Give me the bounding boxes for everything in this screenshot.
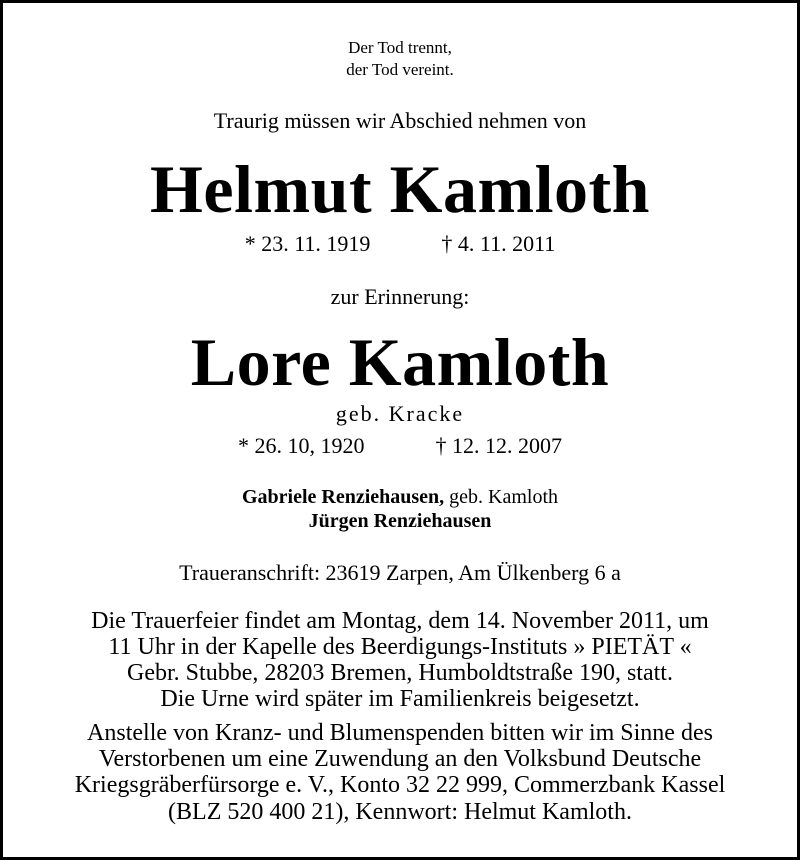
ceremony-line-3: Gebr. Stubbe, 28203 Bremen, Humboldtstraße 190, statt. (127, 660, 673, 686)
mourner-name-bold: Jürgen Renziehausen (308, 510, 492, 532)
mourner-line-2 (3, 511, 797, 531)
mourner-name-bold: Gabriele Renziehausen, (241, 486, 445, 508)
donation-line-3: Kriegsgräberfürsorge e. V., Konto 32 22 999, Commerzbank Kassel (74, 772, 726, 798)
deceased-name-lore: Lore Kamloth (190, 324, 610, 400)
intro-text: Traurig müssen wir Abschied nehmen von (213, 108, 587, 133)
mourner-line-1 (3, 487, 797, 507)
maiden-name: geb. Kracke (335, 401, 465, 426)
birth-date: * 26. 10, 1920 (238, 433, 365, 458)
mourner-maiden-name: geb. Kamloth (444, 486, 559, 508)
address-text: Traueranschrift: 23619 Zarpen, Am Ülkenberg 6 a (179, 560, 621, 585)
ceremony-line-2: 11 Uhr in der Kapelle des Beerdigungs-Instituts » PIETÄT « (108, 634, 692, 660)
motto-line-2: der Tod vereint. (346, 60, 454, 79)
birth-date: * 23. 11. 1919 (244, 231, 371, 256)
remembrance-text: zur Erinnerung: (330, 284, 470, 309)
donation-line-2: Verstorbenen um eine Zuwendung an den Volksbund Deutsche (98, 746, 702, 772)
donation-line-4: (BLZ 520 400 21), Kennwort: Helmut Kamloth. (168, 799, 632, 825)
deceased-name-helmut: Helmut Kamloth (150, 151, 650, 227)
donation-line-1: Anstelle von Kranz- und Blumenspenden bitten wir im Sinne des (87, 720, 713, 746)
ceremony-line-4: Die Urne wird später im Familienkreis beigesetzt. (160, 686, 640, 712)
ceremony-line-1: Die Trauerfeier findet am Montag, dem 14. November 2011, um (91, 608, 709, 634)
dates-lore (3, 435, 797, 457)
death-date: † 4. 11. 2011 (441, 231, 556, 256)
motto-line-1: Der Tod trennt, (348, 38, 452, 57)
dates-helmut (3, 233, 797, 255)
death-date: † 12. 12. 2007 (435, 433, 562, 458)
